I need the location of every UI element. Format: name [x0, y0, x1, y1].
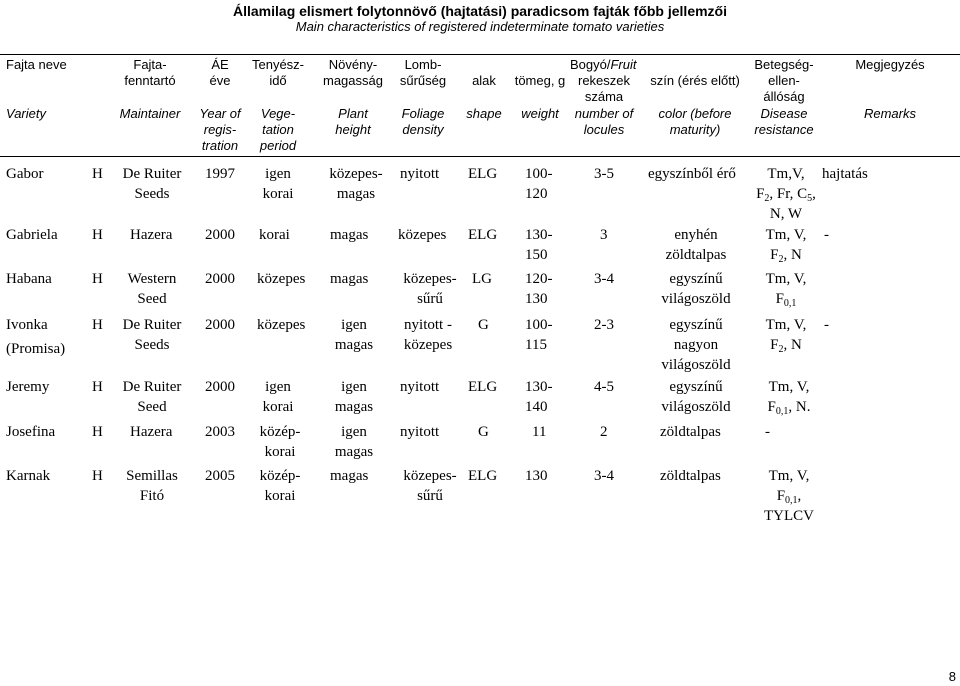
header-shape-hu: alak	[472, 73, 496, 88]
fruit-shape: G	[478, 424, 489, 440]
fruit-color: zöldtalpas	[660, 424, 721, 440]
locule-count: 3	[600, 227, 608, 243]
disease-resistance: Tm, V, $F_{0,1}$, TYLCV	[764, 468, 814, 524]
registration-year: 2003	[205, 424, 235, 440]
hybrid-mark: H	[92, 424, 103, 440]
header-disease-hu: Betegség- ellen- állóság	[754, 57, 814, 104]
registration-year: 2000	[205, 317, 235, 333]
header-foliage-hu: Lomb- sűrűség	[399, 57, 447, 88]
locule-count: 3-4	[594, 468, 614, 484]
foliage-density: közepes- sűrű	[403, 271, 457, 307]
header-color-hu: szín (érés előtt)	[650, 73, 740, 88]
vegetation-period: korai	[259, 227, 290, 243]
maintainer: Hazera	[130, 227, 173, 243]
vegetation-period: közép- korai	[259, 468, 301, 504]
header-remarks-hu: Megjegyzés	[855, 57, 925, 72]
header-fruit-group: Bogyó/Fruit	[570, 57, 637, 72]
remark: -	[824, 227, 829, 243]
variety-name: Jeremy	[6, 379, 50, 395]
variety-name: Gabriela	[6, 227, 58, 243]
foliage-density: nyitott	[400, 379, 440, 395]
header-variety-en: Variety	[6, 106, 46, 121]
page-number: 8	[948, 669, 956, 684]
header-weight-en: weight	[521, 106, 559, 121]
foliage-density: nyitott	[400, 166, 440, 182]
header-locules-hu: rekeszek száma	[577, 73, 631, 104]
disease-resistance: Tm, V, $F_2$, N	[765, 227, 807, 265]
plant-height: magas	[330, 271, 369, 287]
fruit-weight: 100- 120	[525, 166, 553, 202]
header-top-rule	[0, 54, 960, 55]
fruit-weight: 130	[525, 468, 548, 484]
fruit-weight: 100- 115	[525, 317, 553, 353]
maintainer: De Ruiter Seed	[122, 379, 182, 415]
fruit-weight: 130- 150	[525, 227, 553, 263]
registration-year: 2000	[205, 227, 235, 243]
fruit-weight: 11	[532, 424, 547, 440]
fruit-shape: ELG	[468, 166, 498, 182]
vegetation-period: közép- korai	[259, 424, 301, 460]
plant-height: magas	[330, 227, 369, 243]
fruit-color: zöldtalpas	[660, 468, 721, 484]
plant-height: igen magas	[334, 317, 374, 353]
hybrid-mark: H	[92, 468, 103, 484]
header-shape-en: shape	[466, 106, 502, 121]
fruit-weight: 130- 140	[525, 379, 553, 415]
disease-resistance: Tm, V, $F_2$, N	[765, 317, 807, 355]
header-vegetation-hu: Tenyész- idő	[251, 57, 305, 88]
variety-name: Gabor	[6, 166, 44, 182]
registration-year: 1997	[205, 166, 235, 182]
fruit-shape: G	[478, 317, 489, 333]
disease-resistance: Tm, V, $F_{0,1}$	[765, 271, 807, 309]
fruit-shape: ELG	[468, 379, 498, 395]
header-year-hu: ÁE éve	[209, 57, 231, 88]
header-maintainer-en: Maintainer	[119, 106, 181, 121]
fruit-shape: ELG	[468, 468, 498, 484]
maintainer: Western Seed	[127, 271, 177, 307]
header-foliage-en: Foliage density	[401, 106, 445, 137]
hybrid-mark: H	[92, 379, 103, 395]
plant-height: igen magas	[334, 424, 374, 460]
hybrid-mark: H	[92, 227, 103, 243]
variety-name: Karnak	[6, 468, 51, 484]
vegetation-period: közepes	[257, 271, 306, 287]
header-year-en: Year of regis- tration	[199, 106, 241, 153]
fruit-color: egyszínből érő	[648, 166, 736, 182]
maintainer: Hazera	[130, 424, 173, 440]
maintainer: Semillas Fitó	[126, 468, 178, 504]
locule-count: 2	[600, 424, 608, 440]
vegetation-period: közepes	[257, 317, 306, 333]
fruit-color: egyszínű világoszöld	[661, 271, 731, 307]
maintainer: De Ruiter Seeds	[122, 166, 182, 202]
hybrid-mark: H	[92, 271, 103, 287]
hybrid-mark: H	[92, 317, 103, 333]
disease-resistance: Tm, V, $F_{0,1}$, N.	[767, 379, 811, 417]
locule-count: 4-5	[594, 379, 614, 395]
fruit-color: egyszínű világoszöld	[661, 379, 731, 415]
remark: -	[765, 424, 770, 440]
header-remarks-en: Remarks	[863, 106, 916, 121]
hybrid-mark: H	[92, 166, 103, 182]
disease-resistance: Tm,V, $F_2$, Fr, $C_5$, N, W	[756, 166, 816, 222]
locule-count: 3-4	[594, 271, 614, 287]
foliage-density: nyitott	[400, 424, 440, 440]
title-block	[0, 3, 960, 35]
header-plant-height-en: Plant height	[335, 106, 371, 137]
plant-height: magas	[330, 468, 369, 484]
locule-count: 3-5	[594, 166, 614, 182]
header-plant-height-hu: Növény- magasság	[323, 57, 383, 88]
registration-year: 2000	[205, 271, 235, 287]
remark: -	[824, 317, 829, 333]
variety-name: Ivonka (Promisa)	[6, 317, 66, 357]
fruit-shape: ELG	[468, 227, 498, 243]
fruit-shape: LG	[472, 271, 492, 287]
page-title: Államilag elismert folytonnövő (hajtatási) paradicsom fajták főbb jellemzői	[233, 3, 727, 19]
header-bottom-rule	[0, 156, 960, 157]
header-weight-hu: tömeg, g	[514, 73, 566, 88]
maintainer: De Ruiter Seeds	[122, 317, 182, 353]
vegetation-period: igen korai	[262, 379, 294, 415]
vegetation-period: igen korai	[262, 166, 294, 202]
variety-name: Habana	[6, 271, 52, 287]
plant-height: közepes- magas	[329, 166, 383, 202]
fruit-weight: 120- 130	[525, 271, 553, 307]
registration-year: 2005	[205, 468, 235, 484]
header-color-en: color (before maturity)	[658, 106, 732, 137]
fruit-color: enyhén zöldtalpas	[665, 227, 727, 263]
header-disease-en: Disease resistance	[754, 106, 814, 137]
locule-count: 2-3	[594, 317, 614, 333]
fruit-color: egyszínű nagyon világoszöld	[661, 317, 731, 373]
remark: hajtatás	[822, 166, 868, 182]
header-vegetation-en: Vege- tation period	[259, 106, 297, 153]
header-maintainer-hu: Fajta- fenntartó	[124, 57, 176, 88]
plant-height: igen magas	[334, 379, 374, 415]
registration-year: 2000	[205, 379, 235, 395]
variety-name: Josefina	[6, 424, 56, 440]
header-locules-en: number of locules	[574, 106, 634, 137]
foliage-density: nyitott - közepes	[403, 317, 453, 353]
foliage-density: közepes	[398, 227, 447, 243]
foliage-density: közepes- sűrű	[403, 468, 457, 504]
header-variety-hu: Fajta neve	[6, 57, 67, 72]
page-subtitle: Main characteristics of registered indeterminate tomato varieties	[295, 19, 665, 34]
